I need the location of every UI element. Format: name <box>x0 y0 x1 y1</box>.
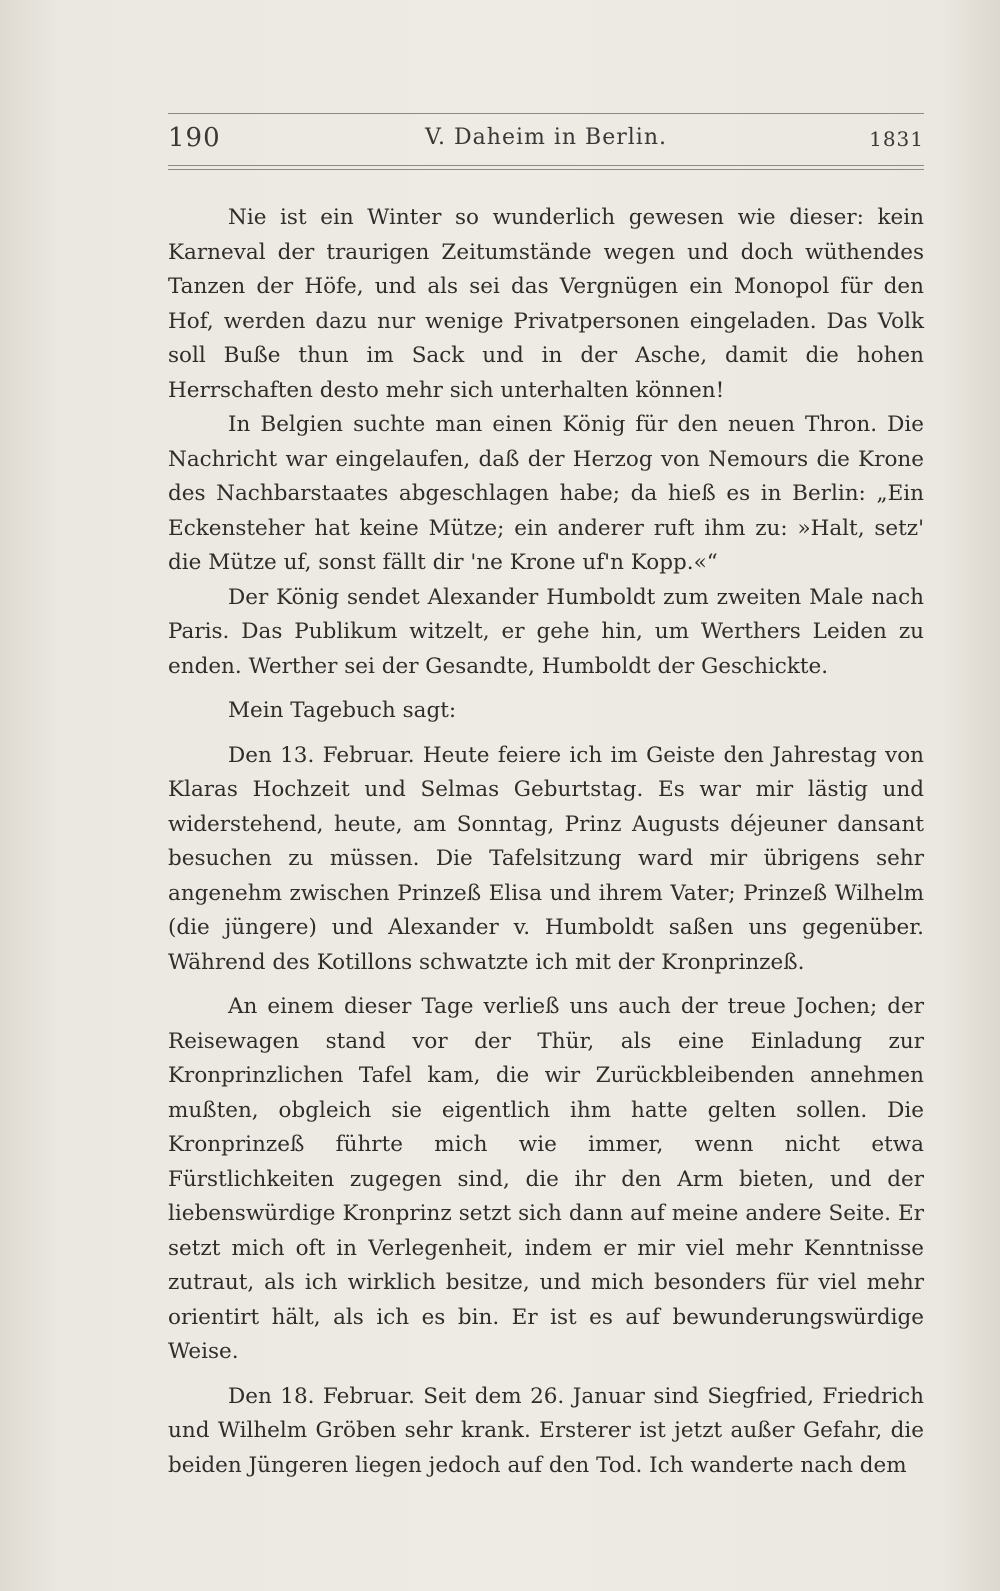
paragraph: Der König sendet Alexander Humboldt zum zweiten Male nach Paris. Das Publikum witzelt, er gehe hin, um Werthers Leiden zu enden. Werther sei der Gesandte, Humboldt der Geschickte. <box>168 584 924 679</box>
paragraph: Den 18. Februar. Seit dem 26. Januar sind Siegfried, Friedrich und Wilhelm Gröben sehr krank. Ersterer ist jetzt außer Gefahr, die beiden Jüngeren liegen jedoch auf den Tod. Ich wanderte nach dem <box>168 1383 924 1478</box>
running-header <box>168 121 924 161</box>
body-text <box>168 201 924 1483</box>
paragraph: Mein Tagebuch sagt: <box>228 698 457 723</box>
paragraph: Nie ist ein Winter so wunderlich gewesen wie dieser: kein Karneval der traurigen Zeitumstände wegen und doch wüthendes Tanzen der Höfe, und als sei das Vergnügen ein Monopol für den Hof, werden dazu nur wenige Privatpersonen eingeladen. Das Volk soll Buße thun im Sack und in der Asche, damit die hohen Herrschaften desto mehr sich unterhalten können! <box>168 205 924 403</box>
page-number: 190 <box>168 123 221 153</box>
header-rule-top <box>168 113 924 114</box>
paragraph: In Belgien suchte man einen König für den neuen Thron. Die Nachricht war eingelaufen, daß der Herzog von Nemours die Krone des Nachbarstaates abgeschlagen habe; da hieß es in Berlin: „Ein Eckensteher hat keine Mütze; ein anderer ruft ihm zu: »Halt, setz' die Mütze uf, sonst fällt dir 'ne Krone uf'n Kopp.«“ <box>168 412 924 575</box>
running-title: V. Daheim in Berlin. <box>425 125 667 150</box>
paragraph: Den 13. Februar. Heute feiere ich im Geiste den Jahrestag von Klaras Hochzeit und Selmas Geburtstag. Es war mir lästig und widerstehend, heute, am Sonntag, Prinz Augusts déjeuner dansant besuchen zu müssen. Die Tafelsitzung ward mir übrigens sehr angenehm zwischen Prinzeß Elisa und ihrem Vater; Prinzeß Wilhelm (die jüngere) und Alexander v. Humboldt saßen uns gegenüber. Während des Kotillons schwatzte ich mit der Kronprinzeß. <box>168 742 924 975</box>
header-year: 1831 <box>869 127 924 151</box>
header-rule-bottom <box>168 165 924 170</box>
paragraph: An einem dieser Tage verließ uns auch der treue Jochen; der Reisewagen stand vor der Thür, als eine Einladung zur Kronprinzlichen Tafel kam, die wir Zurückbleibenden annehmen mußten, obgleich sie eigentlich ihm hatte gelten sollen. Die Kronprinzeß führte mich wie immer, wenn nicht etwa Fürstlichkeiten zugegen sind, die ihr den Arm bieten, und der liebenswürdige Kronprinz setzt sich dann auf meine andere Seite. Er setzt mich oft in Verlegenheit, indem er mir viel mehr Kenntnisse zutraut, als ich wirklich besitze, und mich besonders für viel mehr orientirt hält, als ich es bin. Er ist es auf bewunderungswürdige Weise. <box>168 994 924 1364</box>
